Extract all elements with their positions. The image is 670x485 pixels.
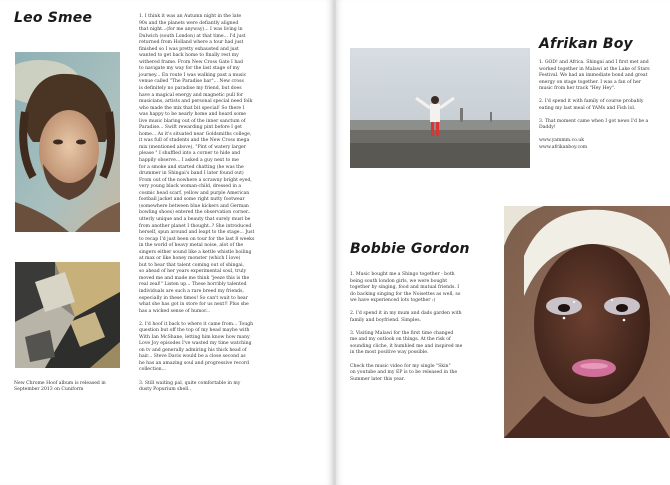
right-page	[336, 0, 670, 485]
chrome-hoof-album-art	[15, 262, 120, 368]
afrikan-websites: www.yammm.co.uk www.afrikanboy.com	[539, 138, 588, 150]
leo-smee-title: Leo Smee	[14, 10, 93, 26]
afrikan-boy-title: Afrikan Boy	[539, 36, 633, 52]
leo-answer-3: 3. Still waiting pal, quite comfortable in my dusty Popurium shell..	[139, 380, 241, 393]
afrikan-boy-photo	[350, 48, 530, 168]
bobbie-answer-3: 3. Visiting Malawi for the first time changed me and my outlook on things. At the risk of sounding cliche, it humbled me and inspired me in the most positive way possible.	[350, 330, 463, 356]
bobbie-answer-1: 1. Music bought me a Shingo together - both being south london girls, we were bought together by singing, food and mutual friends. I do backing singing for the Noisettes as well, so we have experienced lots together :)	[350, 272, 461, 304]
bobbie-gordon-portrait	[504, 206, 670, 438]
leo-smee-body	[139, 14, 304, 400]
afrikan-answer-2: 2. I'd spend it with family of course probably eating my last meal of YAMs and Fish lol.	[539, 99, 644, 111]
left-page	[0, 0, 333, 485]
album-caption: New Chrome Hoof album is released in September 2013 on Cuniform	[14, 381, 106, 393]
afrikan-answer-1: 1. GOD! and Africa. Shingai and I first met and worked together in Malawi at the Lake of Stars Festival. We had an immediate bond and great energy on stage together. I was a fan of her music from her track "Hey Hey".	[539, 60, 650, 92]
bobbie-answer-2: 2. I'd spend it in my mum and dads garden with family and boyfriend. Simples.	[350, 311, 462, 323]
bobbie-music-note: Check the music video for my single "Skin" on youtube and my EP is to be released in the Summer later this year.	[350, 363, 458, 382]
leo-answer-1: 1. I think it was an Autumn night in the late 90s and the planets were defiantly aligned that night...(for me anyway)... I was living in Dulwich (south London) at that time... I'd just returned from Holland where a tour had just finished so I was pretty exhausted and just wanted to get back home to finally rest my withered frame. From New Cross Gate I had to navigate my way for the last stage of my journey... En route I was walking past a music venue called "The Paradise bar"... New cross is definitely no paradise my friend, but does have a magical energy and magnetic pull for musicians, artists and personal special need folk who made the mix that bit special! So there I was happy to be nearly home and heard some live music blaring out of the inner sanctum of Paradise... Swift rewarding pint before I get home... As it's situated near Goldsmiths college, it was full of students and the New Cross mega mix (mentioned above), "Pint of watery larger please " I shuffled into a corner to hide and happily observe... I asked a guy next to me for a smoke and started chatting (he was the drummer in Shingai's band I later found out) From out of the nowhere a scrawny bright eyed, very young black woman-child, dressed in a cosmic head scarf, yellow and purple American football jacket and some right nutty footwear (somewhere between blue kickers and German bowling shoes) entered the observation corner.. utterly unique and a beauty that surely must be from another planet I thought..? She introduced herself, spun around and leapt to the stage... Just to recap I'd just been on tour for the last 8 weeks in the world of heavy metal noise, alot of the singers either sound like a kettle whistle boiling at max or like honey monster (which I love) but to hear that talent coming out of shingai, so ahead of her years experimental soul, truly moved me and made me think "jeeze this is the real zeal!" Listen up... These horribly talented individuals are such a rare breed my friends, especially in these times! So can't wait to hear what she has got in store for us next!! Plus she has a wicked sense of humor...	[139, 14, 255, 314]
afrikan-answer-3: 3. That moment came when I got news I'd be a Daddy!	[539, 118, 649, 131]
bobbie-gordon-body	[350, 272, 495, 390]
leo-smee-portrait	[15, 52, 120, 232]
leo-answer-2: 2. I'd hoof it back to where it came from... Tough question but off the top of my head maybe with With Ian McShane, letting him know how many Love Joy episodes I've wasted my time watching on tv and generally admiring his thick head of hair... Steve Davis would be a close second as he has an amazing soul and progressive record collection...	[139, 321, 254, 373]
afrikan-boy-body	[539, 60, 664, 158]
bobbie-gordon-title: Bobbie Gordon	[350, 241, 470, 257]
